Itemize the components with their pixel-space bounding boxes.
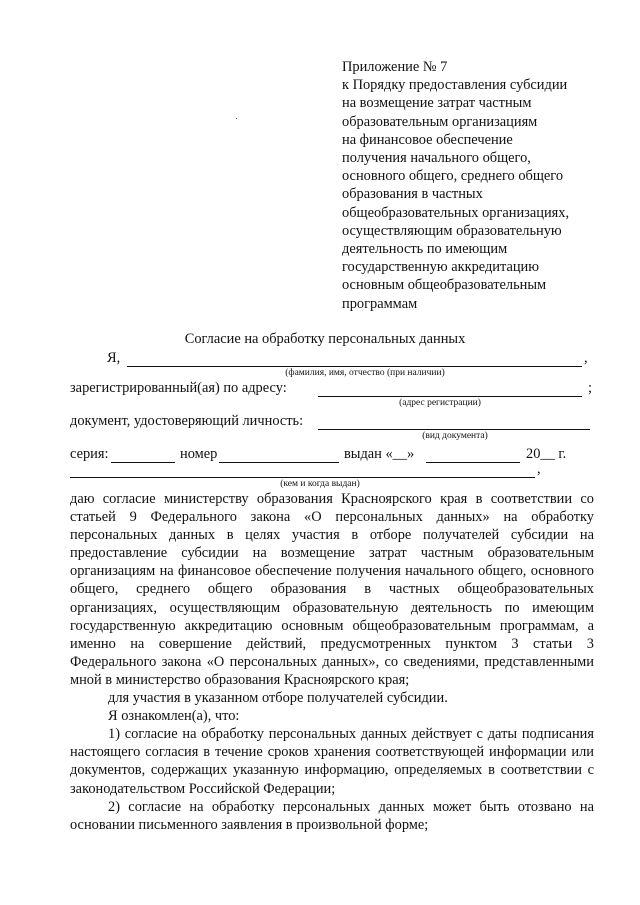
scan-speck — [236, 118, 237, 119]
document-type-caption: (вид документа) — [422, 431, 488, 441]
name-label: Я, — [107, 350, 121, 366]
consent-body — [70, 490, 594, 834]
issuer-end-comma: , — [537, 461, 541, 477]
appendix-line: общеобразовательных организациях, — [342, 204, 570, 221]
issuer-caption: (кем и когда выдан) — [280, 479, 360, 489]
registered-address-end: ; — [588, 380, 592, 396]
issuer-field[interactable] — [70, 477, 535, 478]
identity-document-label: документ, удостоверяющий личность: — [70, 413, 304, 429]
appendix-line: получения начального общего, — [342, 150, 531, 167]
full-name-caption: (фамилия, имя, отчество (при наличии) — [285, 368, 445, 378]
appendix-line: основным общеобразовательным — [342, 277, 547, 294]
issued-label: выдан «__» — [344, 446, 415, 462]
registration-address-field[interactable] — [318, 396, 582, 397]
term-1-paragraph: 1) согласие на обработку персональных данных действует с даты подписания настоящего согласия в течение сроков хранения соответствующей информации или документов, содержащих указанную информацию, определяемых в соответствии с законодательством Российской Федерации; — [70, 726, 594, 797]
appendix-line: на возмещение затрат частным — [342, 95, 532, 112]
purpose-paragraph: для участия в указанном отборе получателей субсидии. — [108, 690, 448, 707]
document-title: Согласие на обработку персональных данных — [184, 331, 466, 347]
appendix-line: образовательным организациям — [342, 113, 538, 130]
consent-paragraph: даю согласие министерству образования Красноярского края в соответствии со статьей 9 Федерального закона «О персональных данных» на обработку персональных данных в целях участия в отборе получателей субсидии на предоставление субсидии на возмещение затрат частным образовательным организациям на финансовое обеспечение получения начального общего, основного общего, среднего общего образования в частных общеобразовательных организациях, осуществляющим образовательную деятельность по имеющим государственную аккредитацию основным общеобразовательным программам, а именно на совершение действий, предусмотренных пунктом 3 статьи 3 Федерального закона «О персональных данных», со сведениями, представленными мной в министерство образования Красноярского края; — [70, 491, 594, 688]
appendix-line: основного общего, среднего общего — [342, 168, 564, 185]
number-label: номер — [180, 446, 218, 462]
appendix-header — [342, 58, 612, 313]
acknowledgement-paragraph: Я ознакомлен(а), что: — [108, 708, 240, 725]
appendix-line: Приложение № 7 — [342, 59, 448, 75]
full-name-field[interactable] — [127, 366, 582, 367]
appendix-line: образования в частных — [342, 186, 483, 203]
appendix-line: к Порядку предоставления субсидии — [342, 77, 568, 94]
name-end-comma: , — [584, 350, 588, 366]
appendix-line: программам — [342, 295, 418, 312]
term-2-paragraph: 2) согласие на обработку персональных данных может быть отозвано на основании письменного заявления в произвольной форме; — [70, 798, 594, 833]
series-label: серия: — [70, 446, 109, 462]
issue-date-field[interactable] — [426, 462, 520, 463]
appendix-line: государственную аккредитацию — [342, 259, 539, 276]
number-field[interactable] — [219, 462, 339, 463]
appendix-line: на финансовое обеспечение — [342, 131, 513, 148]
appendix-line: деятельность по имеющим — [342, 241, 508, 258]
address-caption: (адрес регистрации) — [399, 398, 481, 408]
year-label: 20__ г. — [526, 446, 567, 462]
appendix-line: осуществляющим образовательную — [342, 222, 562, 239]
series-field[interactable] — [111, 462, 175, 463]
registered-address-label: зарегистрированный(ая) по адресу: — [70, 380, 287, 396]
identity-document-field[interactable] — [318, 429, 590, 430]
